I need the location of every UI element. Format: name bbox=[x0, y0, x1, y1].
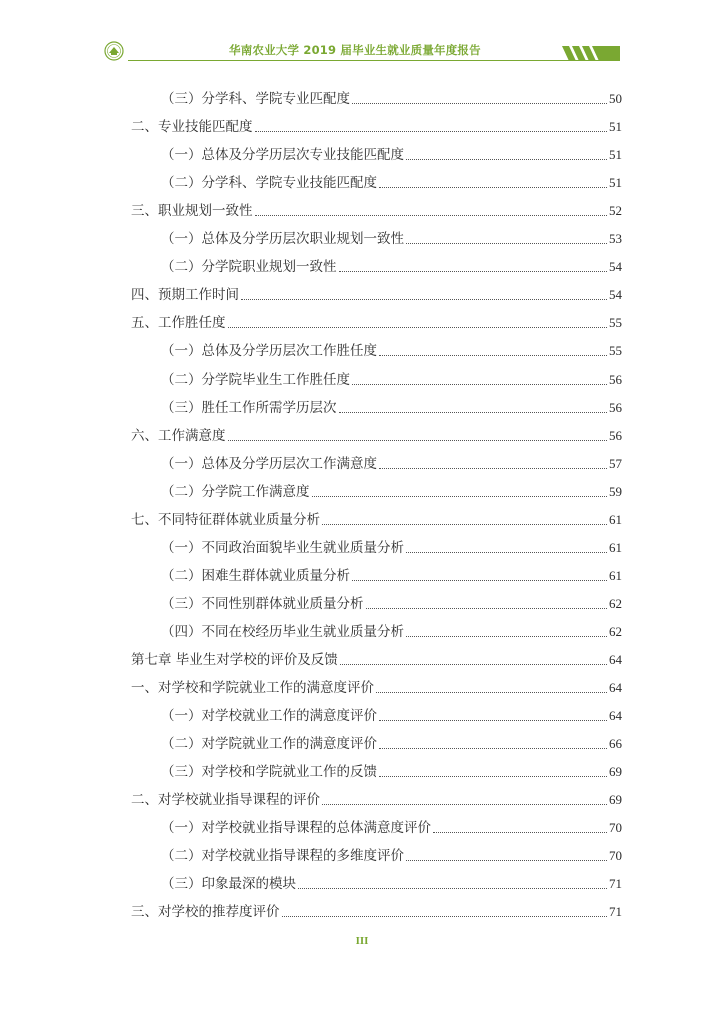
toc-entry-page: 55 bbox=[609, 315, 622, 331]
toc-entry-page: 70 bbox=[609, 848, 622, 864]
toc-entry-title: （二）对学院就业工作的满意度评价 bbox=[161, 736, 377, 753]
toc-entry-title: 一、对学校和学院就业工作的满意度评价 bbox=[131, 680, 374, 697]
toc-entry-page: 64 bbox=[609, 680, 622, 696]
toc-dot-leader bbox=[366, 608, 608, 609]
toc-entry[interactable] bbox=[161, 817, 622, 837]
toc-entry[interactable] bbox=[161, 340, 622, 360]
toc-dot-leader bbox=[228, 327, 608, 328]
toc-entry[interactable] bbox=[131, 200, 622, 220]
toc-entry-page: 59 bbox=[609, 483, 622, 499]
toc-entry-page: 61 bbox=[609, 511, 622, 527]
toc-dot-leader bbox=[339, 271, 608, 272]
toc-entry-title: （二）困难生群体就业质量分析 bbox=[161, 567, 350, 584]
toc-entry[interactable] bbox=[131, 284, 622, 304]
toc-dot-leader bbox=[352, 580, 607, 581]
toc-entry-page: 53 bbox=[609, 231, 622, 247]
toc-dot-leader bbox=[352, 103, 607, 104]
toc-entry-page: 71 bbox=[609, 904, 622, 920]
toc-entry-title: （一）对学校就业指导课程的总体满意度评价 bbox=[161, 820, 431, 837]
toc-entry-title: （二）分学院工作满意度 bbox=[161, 483, 310, 500]
toc-entry-page: 71 bbox=[609, 876, 622, 892]
toc-dot-leader bbox=[379, 776, 607, 777]
toc-entry[interactable] bbox=[161, 621, 622, 641]
toc-entry-title: （一）总体及分学历层次专业技能匹配度 bbox=[161, 147, 404, 164]
toc-entry-title: 五、工作胜任度 bbox=[131, 315, 226, 332]
toc-entry-page: 52 bbox=[609, 203, 622, 219]
toc-dot-leader bbox=[433, 832, 607, 833]
toc-dot-leader bbox=[379, 748, 607, 749]
toc-entry[interactable] bbox=[161, 144, 622, 164]
toc-entry-title: 七、不同特征群体就业质量分析 bbox=[131, 511, 320, 528]
toc-entry-title: 第七章 毕业生对学校的评价及反馈 bbox=[131, 652, 338, 668]
toc-dot-leader bbox=[255, 131, 608, 132]
toc-entry-title: 三、职业规划一致性 bbox=[131, 203, 253, 220]
toc-entry-title: （二）对学校就业指导课程的多维度评价 bbox=[161, 848, 404, 865]
toc-entry[interactable] bbox=[131, 677, 622, 697]
toc-entry-title: （三）印象最深的模块 bbox=[161, 876, 296, 893]
toc-dot-leader bbox=[379, 720, 607, 721]
toc-entry[interactable] bbox=[131, 649, 622, 669]
toc-entry-title: 六、工作满意度 bbox=[131, 427, 226, 444]
toc-entry-title: （一）总体及分学历层次职业规划一致性 bbox=[161, 231, 404, 248]
toc-entry-page: 61 bbox=[609, 567, 622, 583]
toc-dot-leader bbox=[406, 636, 607, 637]
toc-entry[interactable] bbox=[131, 425, 622, 445]
toc-entry-title: （三）分学科、学院专业匹配度 bbox=[161, 91, 350, 107]
toc-entry-page: 70 bbox=[609, 820, 622, 836]
toc-entry[interactable] bbox=[131, 116, 622, 136]
toc-entry[interactable] bbox=[161, 88, 622, 108]
toc-entry-page: 64 bbox=[609, 652, 622, 667]
toc-entry-page: 66 bbox=[609, 736, 622, 752]
toc-entry[interactable] bbox=[161, 845, 622, 865]
toc-dot-leader bbox=[340, 664, 607, 665]
toc-entry[interactable] bbox=[161, 733, 622, 753]
toc-entry-page: 51 bbox=[609, 147, 622, 163]
toc-entry-page: 64 bbox=[609, 708, 622, 724]
toc-entry-title: 二、对学校就业指导课程的评价 bbox=[131, 792, 320, 809]
toc-entry[interactable] bbox=[131, 901, 622, 921]
toc-entry-title: （三）对学校和学院就业工作的反馈 bbox=[161, 764, 377, 781]
toc-entry-page: 69 bbox=[609, 792, 622, 808]
toc-entry-page: 62 bbox=[609, 623, 622, 639]
toc-entry[interactable] bbox=[161, 537, 622, 557]
toc-entry-page: 50 bbox=[609, 91, 622, 106]
toc-entry-title: （一）总体及分学历层次工作胜任度 bbox=[161, 343, 377, 360]
toc-dot-leader bbox=[241, 299, 607, 300]
toc-entry-title: （三）不同性别群体就业质量分析 bbox=[161, 595, 364, 612]
toc-entry-page: 62 bbox=[609, 595, 622, 611]
toc-entry-page: 56 bbox=[609, 427, 622, 443]
toc-entry[interactable] bbox=[161, 172, 622, 192]
toc-entry-page: 56 bbox=[609, 371, 622, 387]
toc-dot-leader bbox=[322, 804, 607, 805]
toc-dot-leader bbox=[379, 355, 607, 356]
toc-entry-page: 54 bbox=[609, 259, 622, 275]
toc-entry-title: （一）不同政治面貌毕业生就业质量分析 bbox=[161, 539, 404, 556]
toc-entry-page: 56 bbox=[609, 399, 622, 415]
toc-dot-leader bbox=[352, 384, 607, 385]
toc-entry[interactable] bbox=[161, 705, 622, 725]
toc-entry-title: 二、专业技能匹配度 bbox=[131, 119, 253, 136]
toc-entry-title: （二）分学院职业规划一致性 bbox=[161, 259, 337, 276]
page-number: III bbox=[355, 935, 369, 947]
toc-entry-title: （一）对学校就业工作的满意度评价 bbox=[161, 708, 377, 725]
toc-dot-leader bbox=[406, 159, 607, 160]
toc-entry-page: 54 bbox=[609, 287, 622, 303]
toc-entry[interactable] bbox=[161, 397, 622, 417]
toc-dot-leader bbox=[298, 888, 607, 889]
toc-entry-title: （一）总体及分学历层次工作满意度 bbox=[161, 455, 377, 472]
toc-dot-leader bbox=[379, 468, 607, 469]
toc-dot-leader bbox=[406, 243, 607, 244]
toc-entry-page: 55 bbox=[609, 343, 622, 359]
toc-entry-page: 69 bbox=[609, 764, 622, 780]
toc-entry[interactable] bbox=[161, 761, 622, 781]
toc-entry[interactable] bbox=[161, 453, 622, 473]
toc-entry-page: 51 bbox=[609, 119, 622, 135]
toc-entry[interactable] bbox=[161, 369, 622, 389]
toc-entry-title: 四、预期工作时间 bbox=[131, 287, 239, 304]
toc-dot-leader bbox=[312, 496, 608, 497]
toc-entry-page: 51 bbox=[609, 175, 622, 191]
toc-entry[interactable] bbox=[161, 565, 622, 585]
toc-dot-leader bbox=[228, 440, 608, 441]
toc-dot-leader bbox=[376, 692, 607, 693]
toc-dot-leader bbox=[406, 860, 607, 861]
toc-entry[interactable] bbox=[161, 256, 622, 276]
toc-entry[interactable] bbox=[161, 593, 622, 613]
toc-entry[interactable] bbox=[161, 228, 622, 248]
toc-entry-page: 57 bbox=[609, 455, 622, 471]
toc-entry[interactable] bbox=[161, 873, 622, 893]
toc-dot-leader bbox=[339, 412, 608, 413]
header-title: 华南农业大学 2019 届毕业生就业质量年度报告 bbox=[229, 43, 481, 57]
toc-dot-leader bbox=[255, 215, 608, 216]
toc-entry-title: （二）分学院毕业生工作胜任度 bbox=[161, 371, 350, 388]
toc-entry[interactable] bbox=[131, 312, 622, 332]
toc-entry-title: （四）不同在校经历毕业生就业质量分析 bbox=[161, 623, 404, 640]
toc-entry-title: （三）胜任工作所需学历层次 bbox=[161, 399, 337, 416]
toc-dot-leader bbox=[282, 916, 608, 917]
toc-entry-title: 三、对学校的推荐度评价 bbox=[131, 904, 280, 921]
toc-dot-leader bbox=[322, 524, 607, 525]
toc-entry[interactable] bbox=[161, 481, 622, 501]
toc-entry[interactable] bbox=[131, 509, 622, 529]
toc-dot-leader bbox=[406, 552, 607, 553]
toc-entry[interactable] bbox=[131, 789, 622, 809]
toc-entry-title: （二）分学科、学院专业技能匹配度 bbox=[161, 175, 377, 192]
toc-dot-leader bbox=[379, 187, 607, 188]
toc-entry-page: 61 bbox=[609, 539, 622, 555]
